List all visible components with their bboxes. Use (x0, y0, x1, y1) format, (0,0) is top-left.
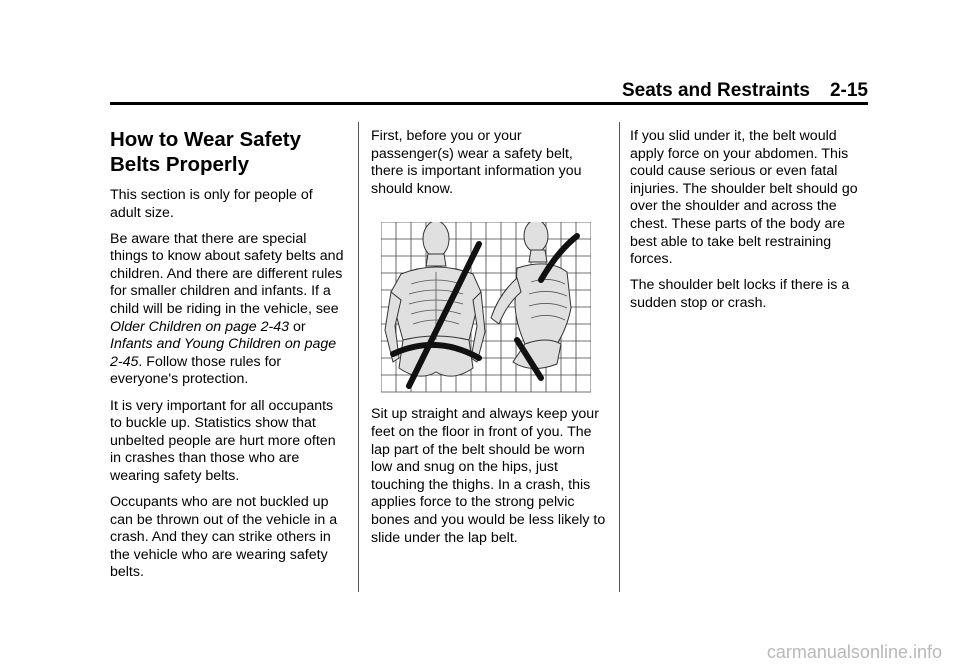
header-rule (110, 102, 868, 105)
paragraph: Occupants who are not buckled up can be thrown out of the vehicle in a crash. And they can strike others in the vehicle who are wearing safety belts. (110, 494, 338, 581)
paragraph: Sit up straight and always keep your feet on the floor in front of you. The lap part of the belt should be worn low and snug on the hips, just touching the thighs. In a crash, this applies force to the strong pelvic bones and you would be less likely to slide under the lap belt. (371, 406, 606, 546)
paragraph-children-rules (110, 231, 346, 389)
side-figure (491, 222, 571, 369)
paragraph: First, before you or your passenger(s) wear a safety belt, there is important information you should know. (371, 128, 582, 197)
xref-older-children-link[interactable]: Older Children on page 2-43 (110, 318, 290, 335)
section-heading: How to Wear Safety Belts Properly (110, 128, 301, 176)
column-3 (630, 128, 866, 321)
column-divider-2 (619, 122, 620, 592)
paragraph-text: or (289, 318, 306, 335)
section-title: Seats and Restraints (622, 80, 810, 101)
column-divider-1 (358, 122, 359, 592)
paragraph: The shoulder belt locks if there is a sudden stop or crash. (630, 277, 850, 311)
xref-infants-young-children-link[interactable]: Infants and Young Children on page 2-45 (110, 336, 337, 370)
paragraph: This section is only for people of adult size. (110, 187, 313, 221)
page-header (110, 80, 868, 102)
page-number: 2-15 (829, 80, 868, 101)
paragraph-text: Be aware that there are special things to know about safety belts and children. And there are different rules for smaller children and infants. If a child will be riding in the vehicle, see (110, 230, 344, 318)
column-2 (371, 128, 607, 556)
paragraph: If you slid under it, the belt would apply force on your abdomen. This could cause serious or even fatal injuries. The shoulder belt should go over the shoulder and across the chest. These parts of the body are best able to take belt restraining forces. (630, 128, 858, 268)
paragraph: It is very important for all occupants to buckle up. Statistics show that unbelted people are hurt more often in crashes than those who are wearing safety belts. (110, 397, 336, 484)
safety-belt-illustration (381, 222, 591, 394)
watermark: carmanualsonline.info (766, 642, 942, 662)
column-1 (110, 128, 346, 590)
paragraph-text: . Follow those rules for everyone's protection. (110, 353, 282, 388)
